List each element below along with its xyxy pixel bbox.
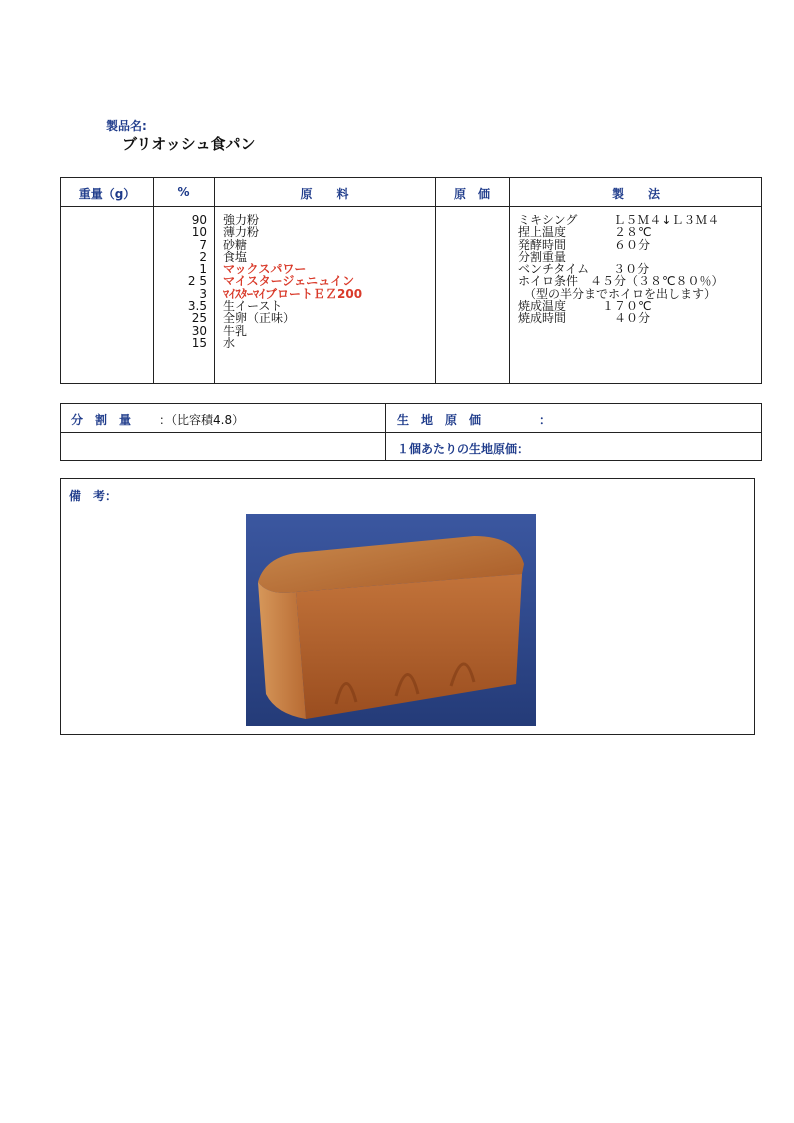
column-divider bbox=[509, 178, 510, 383]
method-line: （型の半分までホイロを出します） bbox=[518, 286, 717, 301]
method-line: 焼成温度 １７０℃ bbox=[518, 299, 652, 314]
method-line: 発酵時間 ６０分 bbox=[518, 237, 651, 252]
per-unit-row-border bbox=[385, 432, 761, 433]
method-line: 捏上温度 ２８℃ bbox=[518, 225, 652, 240]
ingredient-name: 全卵（正味） bbox=[223, 311, 296, 326]
remarks-label: 備 考： bbox=[69, 489, 118, 503]
ingredient-name: 強力粉 bbox=[223, 213, 260, 227]
ingredient-name: マイスタージェニュイン bbox=[223, 274, 355, 289]
per-unit-cost-label: １個あたりの生地原価： bbox=[397, 442, 530, 456]
header-method: 製 法 bbox=[611, 187, 660, 201]
method-line: ベンチタイム ３０分 bbox=[518, 262, 650, 277]
percent-value: 25 bbox=[191, 311, 207, 326]
header-weight: 重量（g） bbox=[78, 187, 136, 201]
method-line: ミキシング Ｌ５Ｍ４↓Ｌ３Ｍ４ bbox=[518, 213, 720, 227]
method-list bbox=[518, 214, 723, 325]
method-line: ホイロ条件 ４５分（３８℃８０％） bbox=[518, 274, 724, 289]
remarks-box bbox=[60, 478, 755, 735]
dough-cost-colon: ： bbox=[539, 413, 552, 427]
ingredient-name: 砂糖 bbox=[223, 237, 248, 252]
percent-value: 90 bbox=[191, 213, 207, 227]
division-value: ：（比容積4.8） bbox=[159, 413, 245, 427]
percent-value: 1 bbox=[199, 262, 207, 277]
percent-value: 30 bbox=[191, 323, 207, 338]
percent-value: 2 5 bbox=[187, 274, 207, 289]
header-percent: % bbox=[177, 185, 190, 199]
dough-cost-label: 生 地 原 価 bbox=[397, 413, 482, 427]
division-label: 分 割 量 bbox=[71, 413, 132, 427]
ingredient-name: 薄力粉 bbox=[223, 225, 260, 240]
percent-value: 3.5 bbox=[187, 299, 207, 314]
ingredient-list bbox=[223, 214, 362, 349]
column-divider bbox=[214, 178, 215, 383]
ingredient-name: 食塩 bbox=[223, 249, 248, 264]
ingredient-name: 生イースト bbox=[223, 299, 283, 314]
method-line: 焼成時間 ４０分 bbox=[518, 311, 651, 326]
cost-table bbox=[60, 403, 762, 461]
percent-value: 10 bbox=[191, 225, 207, 240]
method-line: 分割重量 bbox=[518, 249, 567, 264]
ingredient-name: 水 bbox=[223, 335, 236, 350]
percent-list bbox=[188, 214, 207, 349]
percent-column bbox=[153, 178, 207, 383]
bread-photo bbox=[246, 514, 536, 726]
header-ingredients: 原 料 bbox=[300, 187, 349, 201]
percent-value: 3 bbox=[199, 286, 207, 301]
ingredient-name: マックスパワー bbox=[223, 262, 307, 277]
header-cost: 原 価 bbox=[453, 187, 490, 201]
percent-value: 15 bbox=[191, 335, 207, 350]
column-divider bbox=[435, 178, 436, 383]
percent-value: 7 bbox=[199, 237, 207, 252]
product-name: ブリオッシュ食パン bbox=[122, 135, 256, 153]
percent-value: 2 bbox=[199, 249, 207, 264]
ingredient-name: ﾏｲｽﾀｰﾏｲブロートＥＺ200 bbox=[223, 286, 363, 301]
recipe-table bbox=[60, 177, 762, 384]
ingredient-name: 牛乳 bbox=[223, 323, 248, 338]
product-label: 製品名: bbox=[106, 119, 147, 133]
